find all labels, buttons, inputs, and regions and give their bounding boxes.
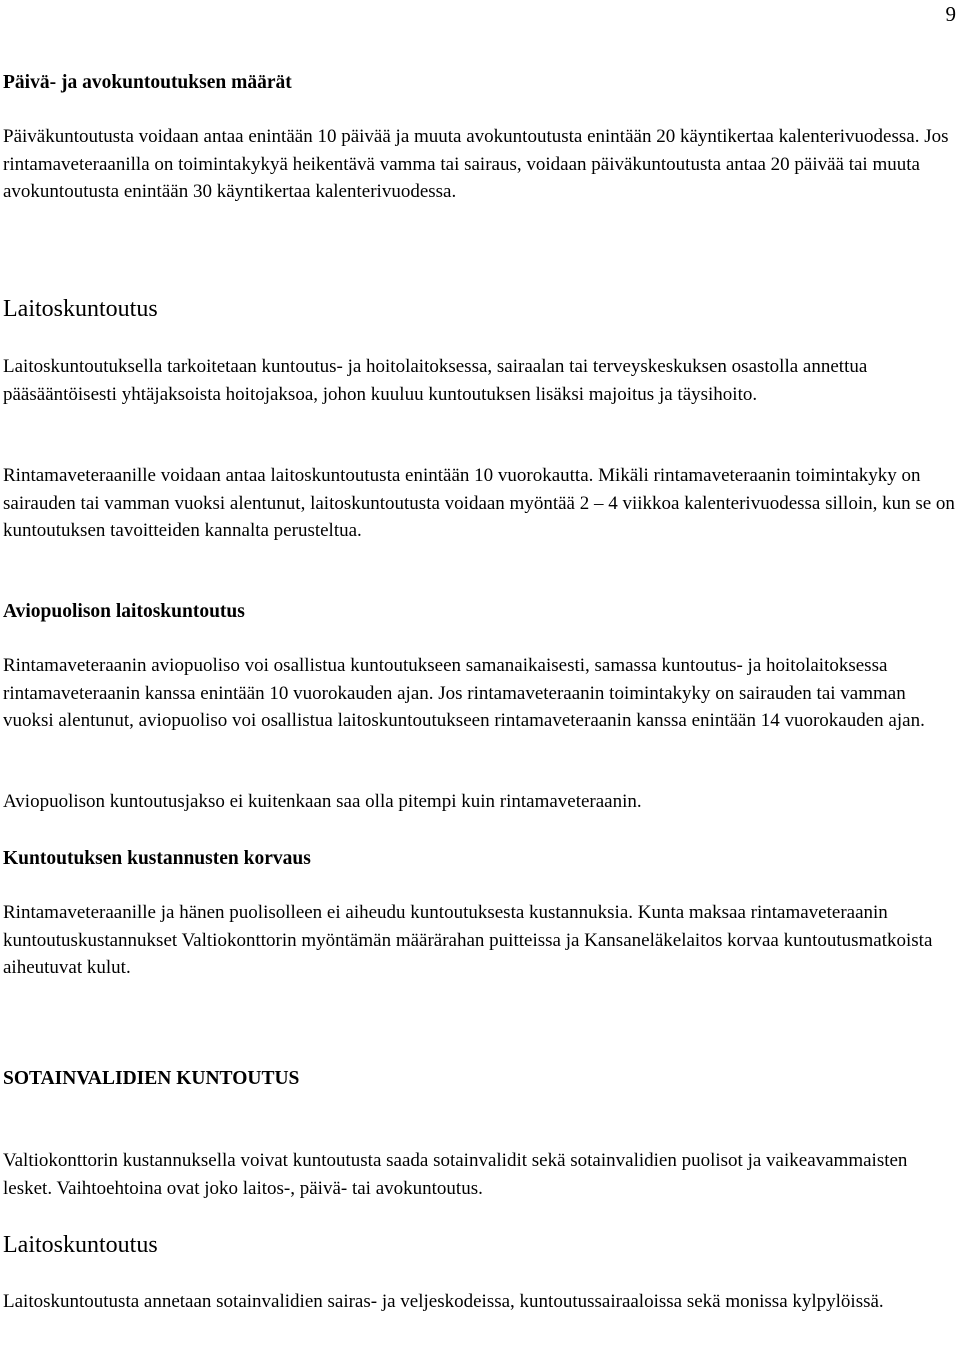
paragraph-war-invalids-rehabilitation: Valtiokonttorin kustannuksella voivat kuntoutusta saada sotainvalidit sekä sotainvalidien puolisot ja vaikeavammaisten lesket. Vaihtoehtoina ovat joko laitos-, päivä- tai avokuntoutus. [3,1150,908,1199]
heading-institutional-rehabilitation-2: Laitoskuntoutus [3,1232,158,1258]
paragraph-day-and-outpatient-amounts: Päiväkuntoutusta voidaan antaa enintään 10 päivää ja muuta avokuntoutusta enintään 20 käyntikertaa kalenterivuodessa. Jos rintamaveteraanilla on toimintakykyä heikentävä vamma tai sairaus, voidaan päiväkuntoutusta antaa 20 päivää tai muuta avokuntoutusta enintään 30 käyntikertaa kalenterivuodessa. [3,126,949,202]
paragraph-institutional-rehabilitation-locations: Laitoskuntoutusta annetaan sotainvalidien sairas- ja veljeskodeissa, kuntoutussairaaloissa sekä monissa kylpylöissä. [3,1291,884,1312]
paragraph-spouse-period-limit: Aviopuolison kuntoutusjakso ei kuitenkaan saa olla pitempi kuin rintamaveteraanin. [3,791,642,812]
heading-institutional-rehabilitation: Laitoskuntoutus [3,296,158,322]
heading-day-and-outpatient-amounts: Päivä- ja avokuntoutuksen määrät [3,72,292,93]
heading-war-invalids-rehabilitation: SOTAINVALIDIEN KUNTOUTUS [3,1068,300,1089]
paragraph-spouse-participation: Rintamaveteraanin aviopuoliso voi osallistua kuntoutukseen samanaikaisesti, samassa kuntoutus- ja hoitolaitoksessa rintamaveteraanin kanssa enintään 10 vuorokauden ajan. Jos rintamaveteraanin toimintakyky on sairauden tai vamman vuoksi alentunut, aviopuoliso voi osallistua laitoskuntoutukseen rintamaveteraanin kanssa enintään 14 vuorokauden ajan. [3,655,925,731]
heading-rehabilitation-cost-compensation: Kuntoutuksen kustannusten korvaus [3,848,311,869]
paragraph-institutional-rehabilitation-duration: Rintamaveteraanille voidaan antaa laitoskuntoutusta enintään 10 vuorokautta. Mikäli rintamaveteraanin toimintakyky on sairauden tai vamman vuoksi alentunut, laitoskuntoutusta voidaan myöntää 2 – 4 viikkoa kalenterivuodessa silloin, kun se on kuntoutuksen tavoitteiden kannalta perusteltua. [3,465,955,541]
paragraph-institutional-rehabilitation-definition: Laitoskuntoutuksella tarkoitetaan kuntoutus- ja hoitolaitoksessa, sairaalan tai terveyskeskuksen osastolla annettua pääsääntöisesti yhtäjaksoista hoitojaksoa, johon kuuluu kuntoutuksen lisäksi majoitus ja täysihoito. [3,356,868,405]
page-number: 9 [945,2,956,26]
heading-spouse-institutional-rehabilitation: Aviopuolison laitoskuntoutus [3,601,245,622]
paragraph-rehabilitation-cost-compensation: Rintamaveteraanille ja hänen puolisolleen ei aiheudu kuntoutuksesta kustannuksia. Kunta maksaa rintamaveteraanin kuntoutuskustannukset Valtiokonttorin myöntämän määrärahan puitteissa ja Kansaneläkelaitos korvaa kuntoutusmatkoista aiheutuvat kulut. [3,902,933,978]
